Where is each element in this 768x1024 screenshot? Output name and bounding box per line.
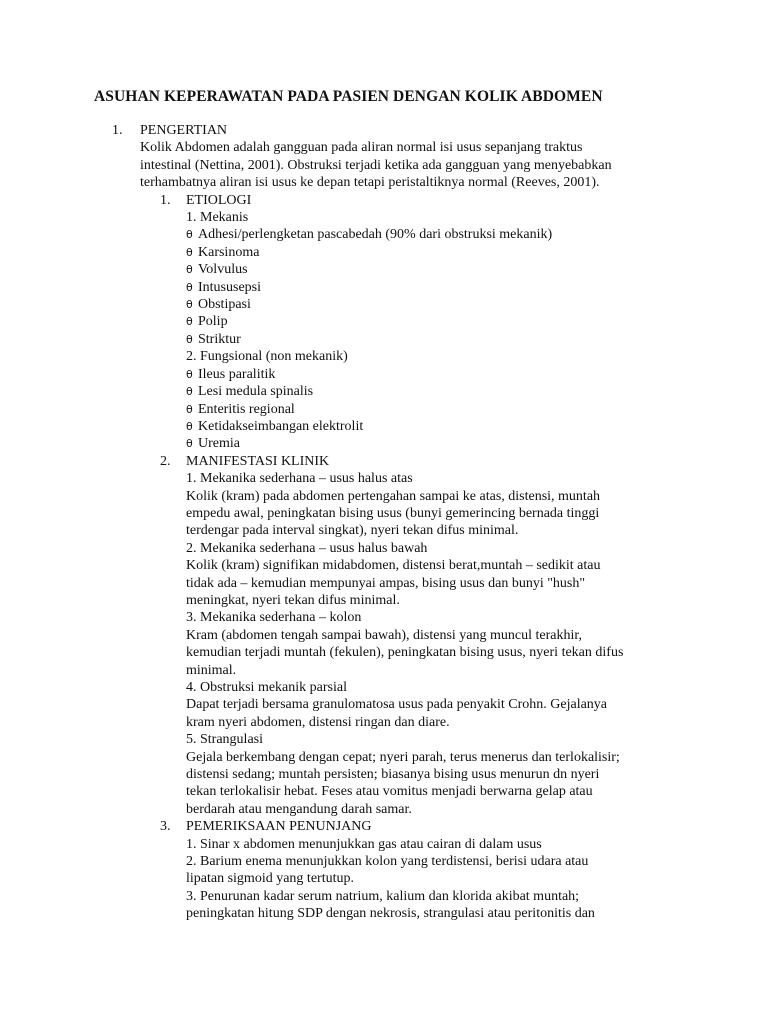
definition-paragraph: [140, 139, 712, 191]
text-line: Gejala berkembang dengan cepat; nyeri parah, terus menerus dan terlokalisir;: [186, 749, 620, 765]
text-line: peningkatan hitung SDP dengan nekrosis, strangulasi atau peritonitis dan: [186, 906, 595, 922]
list-item: θ Adhesi/perlengketan pascabedah (90% dari obstruksi mekanik): [186, 227, 553, 243]
text-line: empedu awal, peningkatan bising usus (bunyi gemerincing bernada tinggi: [186, 505, 600, 521]
text-line: berdarah atau mengandung darah samar.: [186, 801, 412, 817]
list-item: θ Uremia: [186, 436, 240, 452]
list-item: θ Intususepsi: [186, 279, 261, 295]
paragraph-line: Kolik Abdomen adalah gangguan pada aliran normal isi usus sepanjang traktus: [140, 140, 583, 156]
text-line: terdengar pada interval singkat), nyeri tekan difus minimal.: [186, 523, 519, 539]
section-heading: PEMERIKSAAN PENUNJANG: [186, 819, 372, 835]
list-item: θ Ketidakseimbangan elektrolit: [186, 418, 364, 434]
section-pengertian: [112, 122, 712, 192]
text-line: Kram (abdomen tengah sampai bawah), distensi yang muncul terakhir,: [186, 627, 582, 643]
text-line: tekan terlokalisir hebat. Feses atau vomitus menjadi berwarna gelap atau: [186, 784, 593, 800]
list-item: θ Striktur: [186, 331, 241, 347]
text-line: distensi sedang; muntah persisten; biasanya bising usus menurun dn nyeri: [186, 767, 600, 783]
text-line: tidak ada – kemudian mempunyai ampas, bising usus dan bunyi "hush": [186, 575, 586, 591]
document-body: [112, 122, 712, 923]
list-item: θ Karsinoma: [186, 244, 260, 260]
theta-bullet-icon: θ: [186, 385, 193, 399]
text-line: 1. Sinar x abdomen menunjukkan gas atau cairan di dalam usus: [186, 836, 542, 852]
section-heading: MANIFESTASI KLINIK: [186, 453, 330, 469]
theta-bullet-icon: θ: [186, 419, 193, 433]
group-label: 2. Fungsional (non mekanik): [186, 349, 348, 365]
text-line: Kolik (kram) signifikan midabdomen, distensi berat,muntah – sedikit atau: [186, 558, 601, 574]
text-line: Kolik (kram) pada abdomen pertengahan sampai ke atas, distensi, muntah: [186, 488, 601, 504]
theta-bullet-icon: θ: [186, 245, 193, 259]
theta-bullet-icon: θ: [186, 263, 193, 277]
theta-bullet-icon: θ: [186, 402, 193, 416]
section-heading: ETIOLOGI: [186, 192, 252, 208]
text-line: 4. Obstruksi mekanik parsial: [186, 680, 347, 695]
theta-bullet-icon: θ: [186, 228, 193, 242]
document-title: ASUHAN KEPERAWATAN PADA PASIEN DENGAN KOLIK ABDOMEN: [94, 88, 603, 105]
section-number: 1.: [160, 192, 171, 208]
list-item: θ Volvulus: [186, 262, 248, 278]
paragraph-line: intestinal (Nettina, 2001). Obstruksi terjadi ketika ada gangguan yang menyebabkan: [140, 157, 612, 173]
text-line: minimal.: [186, 662, 237, 678]
group-label: 1. Mekanis: [186, 210, 249, 226]
text-line: meningkat, nyeri tekan difus minimal.: [186, 592, 400, 608]
text-line: 2. Barium enema menunjukkan kolon yang terdistensi, berisi udara atau: [186, 854, 589, 870]
theta-bullet-icon: θ: [186, 437, 193, 451]
text-line: Dapat terjadi bersama granulomatosa usus pada penyakit Crohn. Gejalanya: [186, 697, 608, 713]
bullet-list-fungsional: [186, 366, 712, 453]
list-item: θ Ileus paralitik: [186, 366, 276, 382]
paragraph-line: terhambatnya aliran isi usus ke depan tetapi peristaltiknya normal (Reeves, 2001).: [140, 175, 600, 191]
list-item: θ Obstipasi: [186, 297, 251, 313]
text-line: kram nyeri abdomen, distensi ringan dan diare.: [186, 714, 450, 730]
section-manifestasi-klinik: [160, 453, 712, 819]
section-number: 3.: [160, 819, 171, 835]
text-line: lipatan sigmoid yang tertutup.: [186, 871, 354, 887]
text-line: 5. Strangulasi: [186, 732, 263, 748]
text-line: 2. Mekanika sederhana – usus halus bawah: [186, 540, 428, 556]
section-number: 1.: [112, 123, 123, 138]
section-etiologi: [160, 192, 712, 453]
list-item: θ Enteritis regional: [186, 401, 295, 417]
theta-bullet-icon: θ: [186, 315, 193, 329]
section-pemeriksaan-penunjang: [160, 818, 712, 922]
list-item: θ Polip: [186, 314, 228, 330]
theta-bullet-icon: θ: [186, 298, 193, 312]
bullet-list-mekanis: [186, 226, 712, 348]
section-number: 2.: [160, 453, 171, 469]
text-line: 3. Mekanika sederhana – kolon: [186, 610, 362, 626]
text-line: kemudian terjadi muntah (fekulen), peningkatan bising usus, nyeri tekan difus: [186, 645, 624, 661]
list-item: θ Lesi medula spinalis: [186, 384, 314, 400]
text-line: 3. Penurunan kadar serum natrium, kalium dan klorida akibat muntah;: [186, 888, 580, 904]
theta-bullet-icon: θ: [186, 332, 193, 346]
section-heading: PENGERTIAN: [140, 123, 228, 138]
theta-bullet-icon: θ: [186, 367, 193, 381]
text-line: 1. Mekanika sederhana – usus halus atas: [186, 471, 413, 487]
theta-bullet-icon: θ: [186, 280, 193, 294]
